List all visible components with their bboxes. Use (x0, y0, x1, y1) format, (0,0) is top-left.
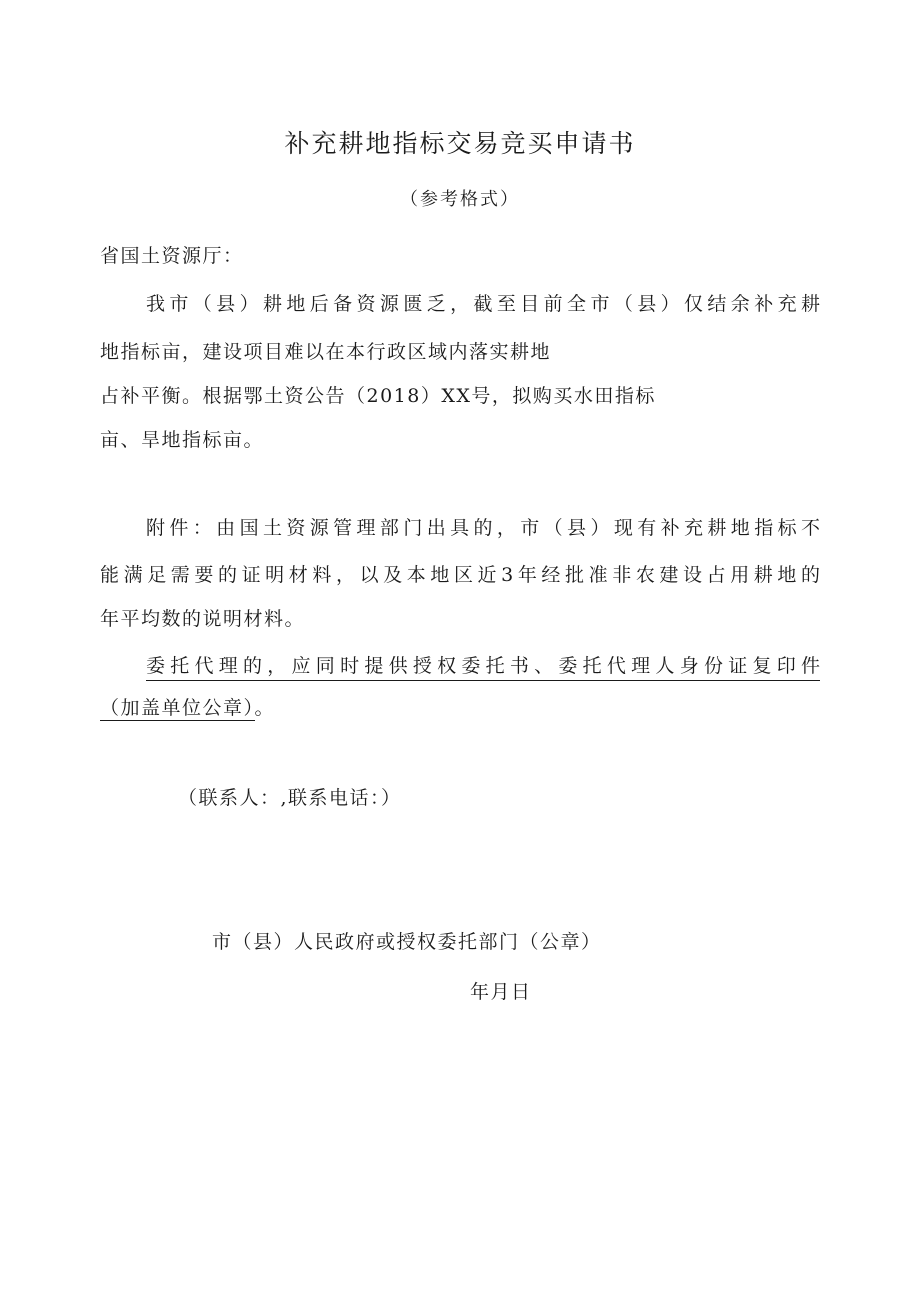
body-line-1: 我市（县）耕地后备资源匮乏，截至目前全市（县）仅结余补充耕 (146, 293, 820, 315)
document-subtitle: （参考格式） (400, 189, 520, 210)
attachment-line-3: 年平均数的说明材料。 (100, 608, 306, 630)
proxy-line-1-wrap (100, 654, 820, 681)
body-line-3: 占补平衡。根据鄂土资公告（2018）XX号，拟购买水田指标 (100, 385, 656, 407)
proxy-line-1: 委托代理的，应同时提供授权委托书、委托代理人身份证复印件 (146, 654, 820, 681)
attachment-line-1: 附件：由国土资源管理部门出具的，市（县）现有补充耕地指标不 (146, 517, 820, 539)
proxy-line-2-wrap (100, 696, 275, 720)
proxy-line-2-tail: 。 (254, 697, 276, 719)
attachment-line-2: 能满足需要的证明材料，以及本地区近3年经批准非农建设占用耕地的 (100, 564, 820, 586)
body-line-4: 亩、旱地指标亩。 (100, 429, 265, 451)
body-line-2: 地指标亩，建设项目难以在本行政区域内落实耕地 (100, 341, 552, 363)
date-line: 年月日 (470, 981, 532, 1003)
proxy-line-2-underlined: （加盖单位公章） (100, 697, 255, 719)
signature-line: 市（县）人民政府或授权委托部门（公章） (212, 931, 602, 953)
document-title: 补充耕地指标交易竞买申请书 (284, 129, 636, 158)
addressee: 省国土资源厅： (100, 245, 244, 267)
contact-line: （联系人：,联系电话：） (178, 787, 402, 809)
